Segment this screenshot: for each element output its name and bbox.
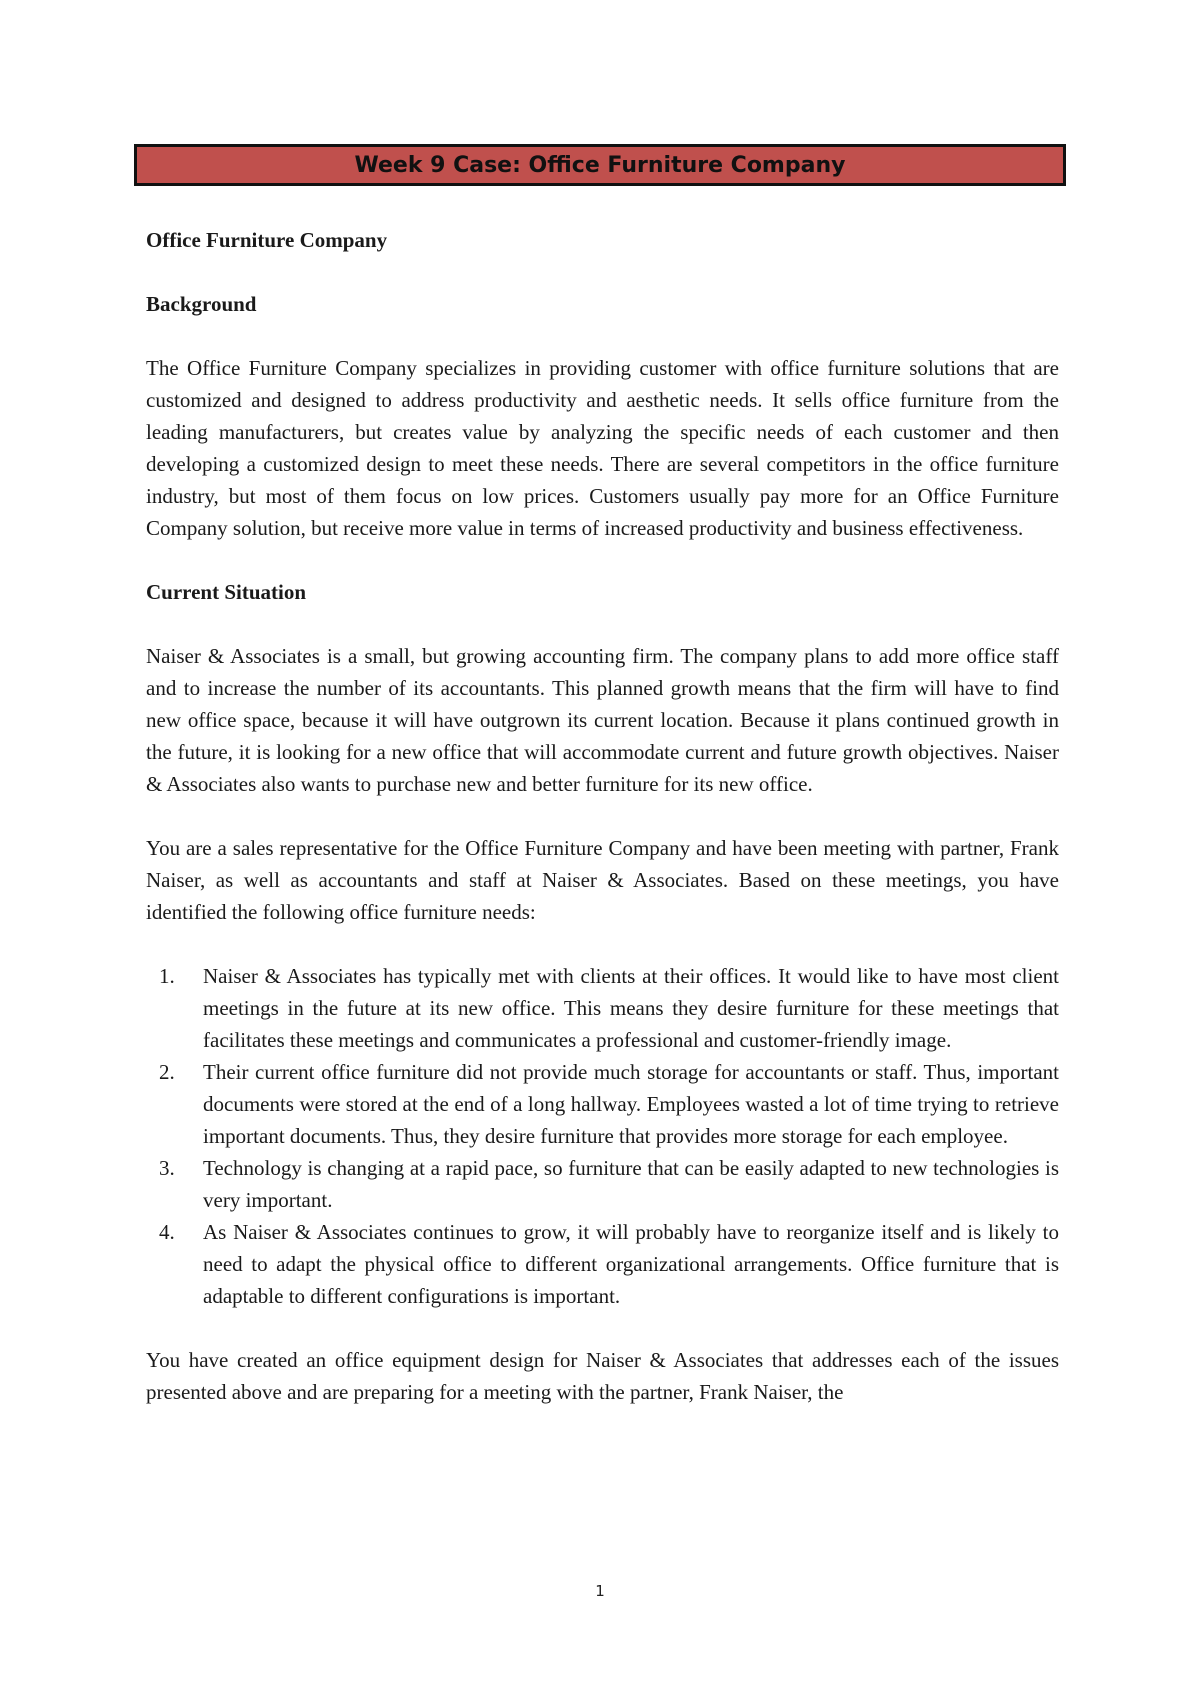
document-body bbox=[146, 224, 1059, 1440]
needs-list-item bbox=[146, 1216, 1059, 1312]
company-heading: Office Furniture Company bbox=[146, 228, 388, 252]
needs-list-item bbox=[146, 960, 1059, 1056]
list-item-number: 1. bbox=[159, 964, 175, 988]
document-title: Week 9 Case: Office Furniture Company bbox=[354, 152, 846, 178]
background-paragraph: The Office Furniture Company specializes in providing customer with office furniture solutions that are customized and designed to address productivity and aesthetic needs. It sells office furniture from the leading manufacturers, but creates value by analyzing the specific needs of each customer and then developing a customized design to meet these needs. There are several competitors in the office furniture industry, but most of them focus on low prices. Customers usually pay more for an Office Furniture Company solution, but receive more value in terms of increased productivity and business effectiveness. bbox=[146, 356, 1059, 540]
needs-list-item bbox=[146, 1152, 1059, 1216]
situation-paragraph-2: You are a sales representative for the Office Furniture Company and have been meeting with partner, Frank Naiser, as well as accountants and staff at Naiser & Associates. Based on these meetings, you have identified the following office furniture needs: bbox=[146, 836, 1059, 924]
list-item-number: 3. bbox=[159, 1156, 175, 1180]
background-heading: Background bbox=[146, 292, 257, 316]
title-box bbox=[134, 144, 1066, 186]
page-number: 1 bbox=[595, 1582, 605, 1600]
list-item-number: 4. bbox=[159, 1220, 175, 1244]
situation-paragraph-1: Naiser & Associates is a small, but growing accounting firm. The company plans to add more office staff and to increase the number of its accountants. This planned growth means that the firm will have to find new office space, because it will have outgrown its current location. Because it plans continued growth in the future, it is looking for a new office that will accommodate current and future growth objectives. Naiser & Associates also wants to purchase new and better furniture for its new office. bbox=[146, 644, 1059, 796]
list-item-text: Their current office furniture did not provide much storage for accountants or staff. Thus, important documents were stored at the end of a long hallway. Employees wasted a lot of time trying to retrieve important documents. Thus, they desire furniture that provides more storage for each employee. bbox=[203, 1060, 1059, 1148]
list-item-text: Naiser & Associates has typically met with clients at their offices. It would like to have most client meetings in the future at its new office. This means they desire furniture for these meetings that facilitates these meetings and communicates a professional and customer-friendly image. bbox=[203, 964, 1059, 1052]
current-situation-heading: Current Situation bbox=[146, 580, 307, 604]
situation-paragraph-3: You have created an office equipment design for Naiser & Associates that addresses each of the issues presented above and are preparing for a meeting with the partner, Frank Naiser, the bbox=[146, 1348, 1059, 1404]
list-item-text: Technology is changing at a rapid pace, so furniture that can be easily adapted to new technologies is very important. bbox=[203, 1156, 1059, 1212]
needs-list-item bbox=[146, 1056, 1059, 1152]
list-item-number: 2. bbox=[159, 1060, 175, 1084]
needs-list bbox=[146, 960, 1059, 1312]
list-item-text: As Naiser & Associates continues to grow, it will probably have to reorganize itself and is likely to need to adapt the physical office to different organizational arrangements. Office furniture that is adaptable to different configurations is important. bbox=[203, 1220, 1059, 1308]
